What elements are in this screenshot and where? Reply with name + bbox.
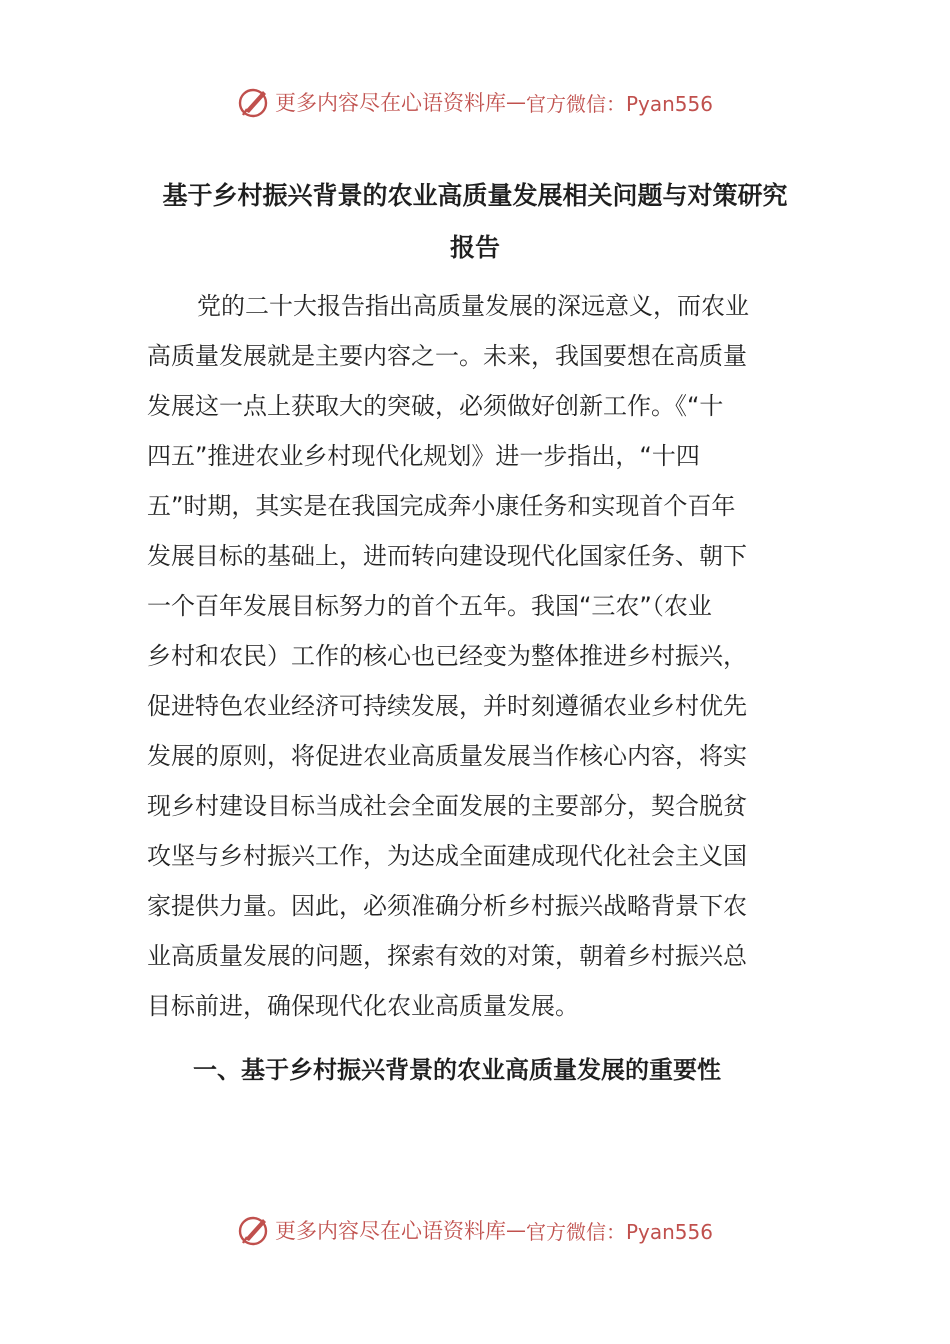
quill-pen-logo-icon xyxy=(237,85,271,119)
paragraph-line: 乡村和农民）工作的核心也已经变为整体推进乡村振兴， xyxy=(147,642,747,670)
footer-watermark xyxy=(0,1210,950,1250)
document-title-line-1: 基于乡村振兴背景的农业高质量发展相关问题与对策研究 xyxy=(162,181,788,210)
paragraph-line: 发展的原则，将促进农业高质量发展当作核心内容，将实 xyxy=(147,742,747,770)
paragraph-line: 攻坚与乡村振兴工作，为达成全面建成现代化社会主义国 xyxy=(147,842,747,870)
document-title-line-2: 报告 xyxy=(449,233,500,262)
watermark-brand: 更多内容尽在心语资料库 xyxy=(274,91,506,115)
watermark-brand: 更多内容尽在心语资料库 xyxy=(274,1219,506,1243)
header-watermark xyxy=(0,82,950,122)
paragraph-line: 现乡村建设目标当成社会全面发展的主要部分，契合脱贫 xyxy=(147,792,747,820)
paragraph-line: 发展这一点上获取大的突破，必须做好创新工作。《“十 xyxy=(147,392,724,420)
watermark-contact: 官方微信：Pyan556 xyxy=(525,91,713,116)
paragraph-line: 四五”推进农业乡村现代化规划》进一步指出，“十四 xyxy=(147,442,700,470)
watermark-contact: 官方微信：Pyan556 xyxy=(525,1219,713,1244)
section-heading: 一、基于乡村振兴背景的农业高质量发展的重要性 xyxy=(193,1056,721,1084)
watermark-separator: — xyxy=(505,1218,526,1242)
watermark-separator: — xyxy=(505,90,526,114)
paragraph-line: 高质量发展就是主要内容之一。未来，我国要想在高质量 xyxy=(147,342,747,370)
paragraph-line: 一个百年发展目标努力的首个五年。我国“三农”（农业 xyxy=(147,592,712,620)
paragraph-line: 五”时期，其实是在我国完成奔小康任务和实现首个百年 xyxy=(147,492,736,520)
paragraph-line: 发展目标的基础上，进而转向建设现代化国家任务、朝下 xyxy=(147,542,747,570)
quill-pen-logo-icon xyxy=(237,1213,271,1247)
paragraph-line: 党的二十大报告指出高质量发展的深远意义，而农业 xyxy=(197,292,749,320)
paragraph-line: 家提供力量。因此，必须准确分析乡村振兴战略背景下农 xyxy=(147,892,747,920)
paragraph-line: 促进特色农业经济可持续发展，并时刻遵循农业乡村优先 xyxy=(147,692,747,720)
paragraph-line: 目标前进，确保现代化农业高质量发展。 xyxy=(147,992,579,1020)
paragraph-line: 业高质量发展的问题，探索有效的对策，朝着乡村振兴总 xyxy=(147,942,747,970)
